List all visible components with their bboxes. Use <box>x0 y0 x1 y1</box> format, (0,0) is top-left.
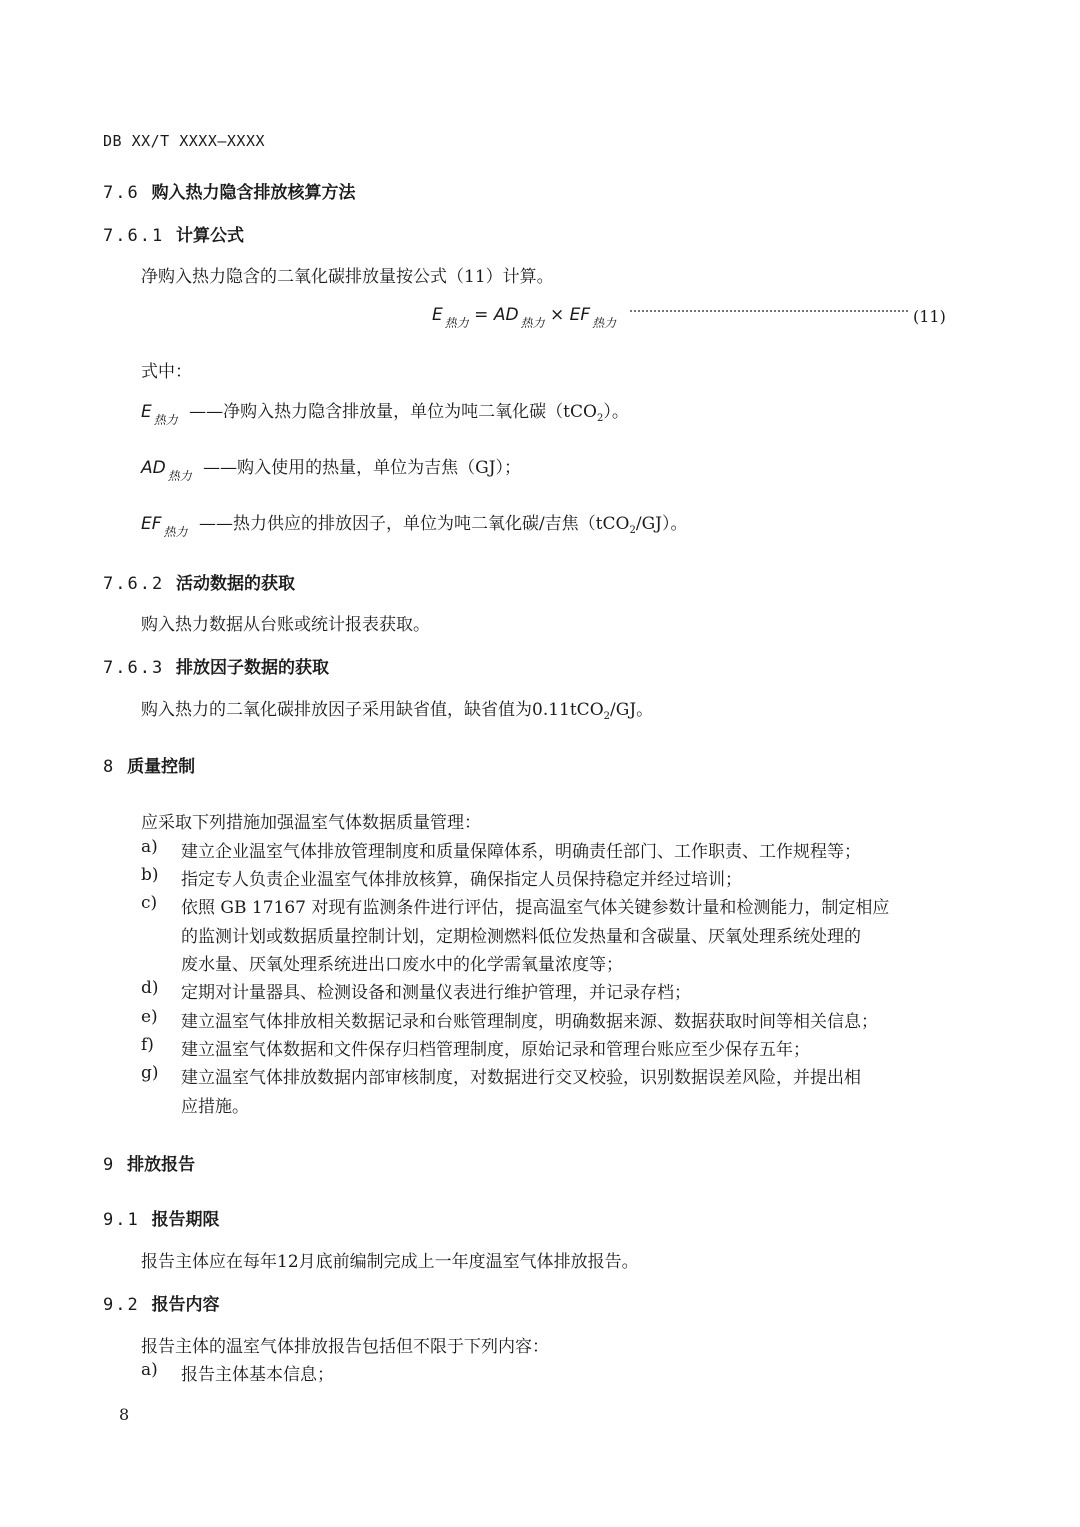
section-title: 计算公式 <box>176 226 245 246</box>
section-9-1-heading <box>103 1205 220 1230</box>
section-7-6-3-heading <box>103 653 329 678</box>
section-number: 7.6.1 <box>103 226 165 246</box>
section-title: 报告内容 <box>151 1295 220 1315</box>
definition-ef-heat <box>141 509 688 539</box>
list-text: 建立企业温室气体排放管理制度和质量保障体系，明确责任部门、工作职责、工作规程等； <box>181 842 861 862</box>
formula-11 <box>432 305 617 330</box>
formula-e: E <box>432 305 443 325</box>
list-label: g) <box>141 1063 159 1083</box>
section-title: 排放因子数据的获取 <box>176 658 330 678</box>
section-number: 7.6.2 <box>103 574 165 594</box>
body-text-end: /GJ。 <box>610 700 654 720</box>
section-title: 报告期限 <box>151 1210 220 1230</box>
symbol-subscript: 热力 <box>163 525 188 539</box>
section-title: 排放报告 <box>127 1155 196 1175</box>
list-text: 建立温室气体排放相关数据记录和台账管理制度，明确数据来源、数据获取时间等相关信息； <box>181 1012 878 1032</box>
symbol: AD <box>141 458 166 478</box>
definition-text: ——热力供应的排放因子，单位为吨二氧化碳/吉焦（tCO <box>198 514 630 534</box>
section-9-heading <box>103 1150 195 1175</box>
symbol-subscript: 热力 <box>153 413 178 427</box>
section-number: 9 <box>103 1155 116 1175</box>
formula-ad: AD <box>493 305 519 325</box>
definition-text: ——购入使用的热量，单位为吉焦（GJ）； <box>203 458 522 478</box>
section-number: 7.6.3 <box>103 658 165 678</box>
list-text: 定期对计量器具、检测设备和测量仪表进行维护管理，并记录存档； <box>181 983 691 1003</box>
list-label: a) <box>141 837 158 857</box>
section-9-1-body: 报告主体应在每年12月底前编制完成上一年度温室气体排放报告。 <box>141 1252 639 1272</box>
section-number: 8 <box>103 757 116 777</box>
formula-intro: 净购入热力隐含的二氧化碳排放量按公式（11）计算。 <box>141 267 554 287</box>
chemical-subscript: 2 <box>603 711 611 722</box>
symbol: E <box>141 402 152 422</box>
symbol: EF <box>141 514 162 534</box>
section-7-6-2-heading <box>103 569 295 594</box>
chemical-subscript: 2 <box>596 413 604 424</box>
list-text: 建立温室气体排放数据内部审核制度，对数据进行交叉校验，识别数据误差风险，并提出相 <box>181 1068 861 1088</box>
section-9-2-heading <box>103 1290 220 1315</box>
section-title: 质量控制 <box>127 757 196 777</box>
list-label: c) <box>141 893 158 913</box>
list-text-continued: 的监测计划或数据质量控制计划，定期检测燃料低位发热量和含碳量、厌氧处理系统处理的 <box>181 927 861 947</box>
list-label: b) <box>141 865 159 885</box>
list-text: 依照 GB 17167 对现有监测条件进行评估，提高温室气体关键参数计量和检测能力，制定相应 <box>181 898 890 918</box>
formula-leader-dots <box>630 310 908 312</box>
section-title: 活动数据的获取 <box>176 574 296 594</box>
body-text: 购入热力的二氧化碳排放因子采用缺省值，缺省值为0.11tCO <box>141 700 604 720</box>
symbol-subscript: 热力 <box>167 469 192 483</box>
definition-text-end: ）。 <box>603 402 629 422</box>
page-number: 8 <box>119 1405 130 1424</box>
list-label: e) <box>141 1007 158 1027</box>
list-text-continued: 应措施。 <box>181 1097 249 1117</box>
formula-subscript: 热力 <box>444 316 469 330</box>
list-text: 报告主体基本信息； <box>181 1365 334 1385</box>
section-7-6-2-body: 购入热力数据从台账或统计报表获取。 <box>141 615 430 635</box>
document-code: DB XX/T XXXX—XXXX <box>103 132 266 150</box>
section-number: 9.2 <box>103 1295 140 1315</box>
definition-text: ——净购入热力隐含排放量，单位为吨二氧化碳（tCO <box>189 402 597 422</box>
definition-text-end: /GJ）。 <box>635 514 688 534</box>
formula-times: × <box>549 305 565 325</box>
list-label: a) <box>141 1360 158 1380</box>
formula-subscript: 热力 <box>592 316 617 330</box>
definition-e-heat <box>141 397 629 427</box>
equation-number: (11) <box>913 307 946 326</box>
where-label: 式中： <box>141 362 192 382</box>
section-7-6-1-heading <box>103 221 244 246</box>
section-8-intro: 应采取下列措施加强温室气体数据质量管理： <box>141 813 481 833</box>
formula-ef: EF <box>569 305 591 325</box>
section-9-2-intro: 报告主体的温室气体排放报告包括但不限于下列内容： <box>141 1337 549 1357</box>
section-title: 购入热力隐含排放核算方法 <box>151 183 356 203</box>
section-8-heading <box>103 752 195 777</box>
list-label: f) <box>141 1035 154 1055</box>
section-7-6-heading <box>103 178 356 203</box>
formula-equals: = <box>474 305 489 325</box>
list-text: 指定专人负责企业温室气体排放核算，确保指定人员保持稳定并经过培训； <box>181 870 742 890</box>
formula-subscript: 热力 <box>520 316 545 330</box>
list-label: d) <box>141 978 159 998</box>
section-7-6-3-body <box>141 695 653 720</box>
section-number: 7.6 <box>103 183 140 203</box>
list-text: 建立温室气体数据和文件保存归档管理制度，原始记录和管理台账应至少保存五年； <box>181 1040 810 1060</box>
definition-ad-heat <box>141 453 522 483</box>
chemical-subscript: 2 <box>629 525 636 536</box>
list-text-continued: 废水量、厌氧处理系统进出口废水中的化学需氧量浓度等； <box>181 955 623 975</box>
section-number: 9.1 <box>103 1210 140 1230</box>
